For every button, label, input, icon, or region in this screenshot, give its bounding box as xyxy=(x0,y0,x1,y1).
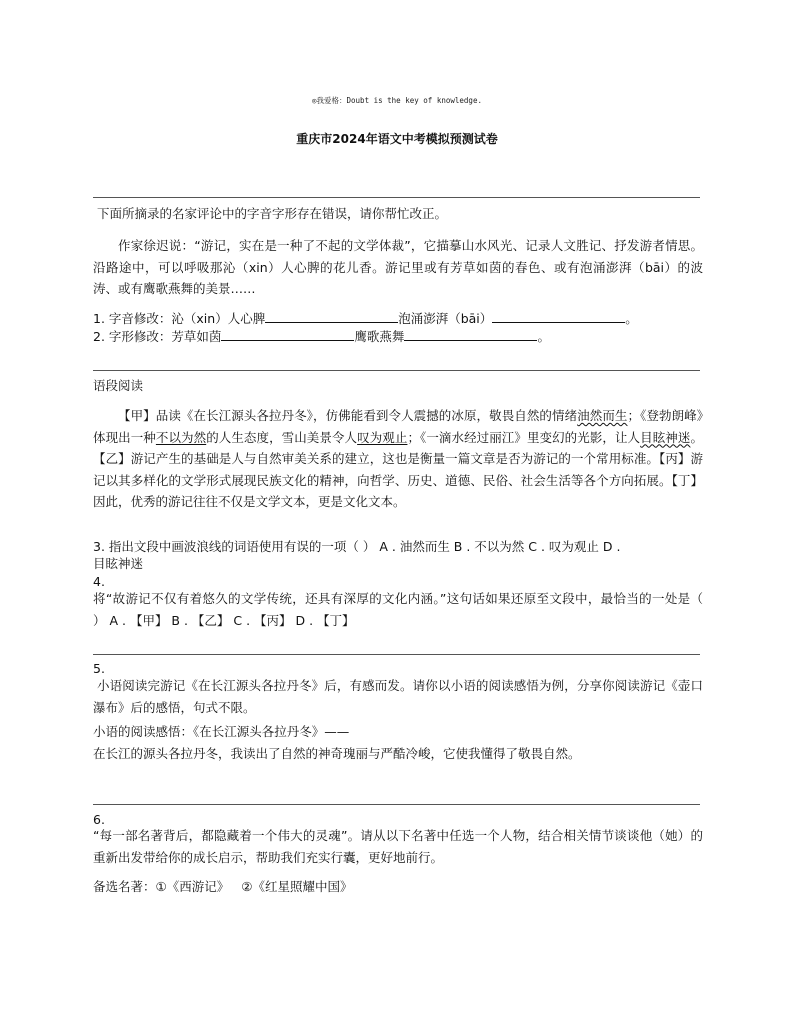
divider-2 xyxy=(93,370,700,371)
question-6-text: “每一部名著背后，都隐藏着一个伟大的灵魂”。请从以下名著中任选一个人物，结合相关情节谈谈他（她）的重新出发带给你的成长启示，帮助我们充实行囊，更好地前行。 xyxy=(93,828,703,865)
wavy-word-4: 目眩神迷 xyxy=(640,429,691,445)
option-2: ②《红星照耀中国》 xyxy=(241,879,353,894)
section-heading-reading: 语段阅读 xyxy=(93,378,144,393)
divider-1 xyxy=(93,197,700,198)
book-options xyxy=(93,876,703,897)
divider-4 xyxy=(93,804,700,805)
q2-item-b: 鹰歌燕舞 xyxy=(354,329,405,344)
instruction-1: 下面所摘录的名家评论中的字音字形存在错误，请你帮忙改正。 xyxy=(97,206,448,221)
example-label: 小语的阅读感悟：《在长江源头各拉丹冬》—— xyxy=(93,724,350,739)
divider-3 xyxy=(93,654,700,655)
passage-2-part-3: 的人生态度，雪山美景令人 xyxy=(206,429,358,445)
options-label: 备选名著： xyxy=(93,879,156,894)
wavy-word-3: 叹为观止 xyxy=(357,429,408,445)
q2-answer-blank-b[interactable] xyxy=(404,327,537,341)
q2-end: 。 xyxy=(537,329,550,344)
wavy-word-1: 油然而生 xyxy=(577,408,628,423)
question-3-line-1: 3. 指出文段中画波浪线的词语使用有误的一项（ ） A . 油然而生 B . 不以为然 C . 叹为观止 D . xyxy=(93,539,621,554)
q1-answer-blank-a[interactable] xyxy=(265,309,398,323)
question-4-number: 4. xyxy=(93,574,105,589)
q2-label: 2. 字形修改： xyxy=(93,329,172,344)
question-5-number: 5. xyxy=(93,661,105,676)
question-2 xyxy=(93,326,703,347)
q1-label: 1. 字音修改： xyxy=(93,311,172,326)
passage-1: 作家徐迟说：“游记，实在是一种了不起的文学体裁”，它描摹山水风光、记录人文胜记、抒发游者情思。沿路途中，可以呼吸那沁（xin）人心脾的花儿香。游记里或有芳草如茵的春色、或有泡涌澎湃（bāi）的波涛、或有鹰歌燕舞的美景…… xyxy=(93,238,703,296)
q2-answer-blank-a[interactable] xyxy=(221,327,354,341)
passage-2-part-4: ；《一滴水经过丽江》里变幻的光影，让人 xyxy=(407,429,641,445)
q2-item-a: 芳草如茵 xyxy=(171,329,222,344)
option-1: ①《西游记》 xyxy=(155,879,230,894)
q1-item-a: 沁（xin）人心脾 xyxy=(171,311,266,326)
passage-2-part-2: ；《登勃朗峰》体现出一种 xyxy=(93,408,703,445)
question-4-text: 将“故游记不仅有着悠久的文学传统，还具有深厚的文化内涵。”这句话如果还原至文段中，最恰当的一处是（ ） A . 【甲】 B . 【乙】 C . 【丙】 D . 【丁】 xyxy=(93,591,703,628)
question-3-line-2: 目眩神迷 xyxy=(93,556,144,571)
question-5-text: 小语阅读完游记《在长江源头各拉丹冬》后，有感而发。请你以小语的阅读感悟为例，分享你阅读游记《壶口瀑布》后的感悟，句式不限。 xyxy=(93,678,703,715)
example-text: 在长江的源头各拉丹冬，我读出了自然的神奇瑰丽与严酷冷峻，它使我懂得了敬畏自然。 xyxy=(93,746,581,761)
passage-2 xyxy=(93,405,703,513)
motto: ◎我爱格：Doubt is the key of knowledge. xyxy=(312,96,482,105)
question-6-number: 6. xyxy=(93,812,105,827)
q1-end: 。 xyxy=(625,311,638,326)
wavy-word-2: 不以为然 xyxy=(155,429,207,445)
passage-2-part-1: 【甲】品读《在长江源头各拉丹冬》，仿佛能看到令人震撼的冰原，敬畏自然的情绪 xyxy=(118,408,578,423)
page-title: 重庆市2024年语文中考模拟预测试卷 xyxy=(296,132,498,146)
passage-2-part-5: 。【乙】游记产生的基础是人与自然审美关系的建立，这也是衡量一篇文章是否为游记的一个常用标准。【丙】游记以其多样化的文学形式展现民族文化的精神，向哲学、历史、道德、民俗、社会生活等各个方向拓展。【丁】因此，优秀的游记往往不仅是文学文本，更是文化文本。 xyxy=(93,429,703,509)
q1-item-b: 泡涌澎湃（bāi） xyxy=(398,311,493,326)
q1-answer-blank-b[interactable] xyxy=(492,309,625,323)
